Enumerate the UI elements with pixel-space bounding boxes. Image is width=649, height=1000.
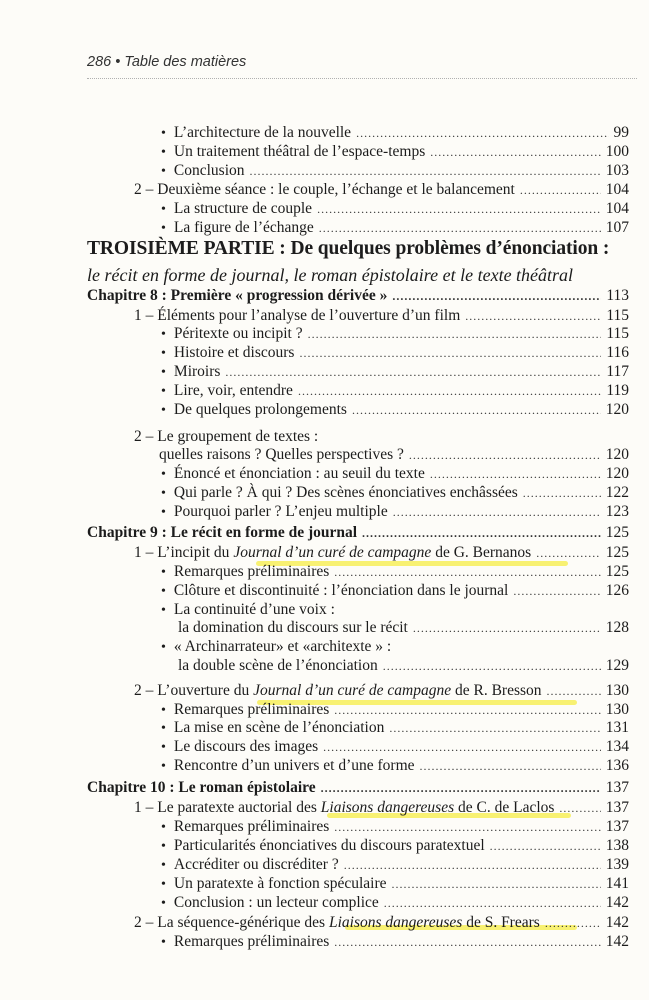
bullet-icon: • <box>161 877 166 892</box>
toc-entry <box>0 700 649 719</box>
toc-entry-title: Chapitre 9 : Le récit en forme de journal <box>87 524 358 541</box>
toc-entry <box>0 778 649 797</box>
dot-leader <box>547 682 601 701</box>
dot-leader <box>334 563 600 582</box>
work-title: Liaisons dangereuses <box>320 799 455 816</box>
page-number: 125 <box>605 563 629 580</box>
title-suffix: de G. Bernanos <box>431 544 532 561</box>
toc-entry-title: Particularités énonciatives du discours paratextuel <box>173 837 485 854</box>
dot-leader <box>389 719 600 738</box>
toc-entry-title: 1 – Éléments pour l’analyse de l’ouverture d’un film <box>134 307 461 324</box>
dot-leader <box>356 124 608 143</box>
dot-leader <box>344 856 601 875</box>
bullet-icon: • <box>161 640 166 655</box>
toc-entry <box>0 817 649 836</box>
dot-leader <box>384 894 601 913</box>
page-number: 99 <box>613 124 629 141</box>
page-number: 117 <box>606 363 629 380</box>
dot-leader <box>430 143 601 162</box>
page-number: 137 <box>605 818 629 835</box>
toc-entry <box>0 798 649 817</box>
toc-entry-title: quelles raisons ? Quelles perspectives ? <box>159 446 404 463</box>
dot-leader <box>317 200 601 219</box>
dot-leader <box>299 344 601 363</box>
toc-entry-title: Miroirs <box>173 363 221 380</box>
toc-entry-title: Conclusion : un lecteur complice <box>173 894 379 911</box>
dot-leader <box>536 544 601 563</box>
bullet-icon: • <box>161 365 166 380</box>
page-number: 137 <box>605 799 629 816</box>
page-number: 120 <box>605 401 629 418</box>
toc-entry-title: Chapitre 10 : Le roman épistolaire <box>87 779 316 796</box>
toc-entry <box>0 123 649 142</box>
page-number: 107 <box>605 219 629 236</box>
page-number: 134 <box>605 738 629 755</box>
dot-leader <box>523 484 601 503</box>
toc-entry-title: Conclusion <box>173 162 245 179</box>
page-number: 122 <box>605 484 629 501</box>
toc-entry <box>0 483 649 502</box>
toc-entry-title: Un paratexte à fonction spéculaire <box>173 875 387 892</box>
toc-entry-title: Un traitement théâtral de l’espace-temps <box>173 143 426 160</box>
page-number: 120 <box>605 446 629 463</box>
toc-entry <box>0 324 649 343</box>
dot-leader <box>409 446 601 465</box>
bullet-icon: • <box>161 164 166 179</box>
page-number: 115 <box>606 325 629 342</box>
toc-entry <box>0 656 649 675</box>
title-prefix: 1 – Le paratexte auctorial des <box>134 799 321 816</box>
bullet-icon: • <box>161 565 166 580</box>
toc-entry <box>0 874 649 893</box>
dot-leader <box>250 162 601 181</box>
page-number: 131 <box>605 719 629 736</box>
bullet-icon: • <box>161 327 166 342</box>
page-number: 120 <box>605 465 629 482</box>
page-number: 103 <box>605 162 629 179</box>
page-header: 286 • Table des matières <box>87 54 247 70</box>
toc-entry <box>0 199 649 218</box>
toc-entry-title: Pourquoi parler ? L’enjeu multiple <box>173 503 388 520</box>
title-prefix: 1 – L’incipit du <box>134 544 234 561</box>
toc-entry-title: Remarques préliminaires <box>173 563 330 580</box>
page-number: 126 <box>605 582 629 599</box>
toc-entry-title: Chapitre 8 : Première « progression dérivée » <box>87 287 388 304</box>
toc-entry-title: Remarques préliminaires <box>173 818 330 835</box>
page-number: 128 <box>605 619 629 636</box>
dot-leader <box>490 837 601 856</box>
toc-entry-title <box>134 681 542 700</box>
toc-entry-title: la double scène de l’énonciation <box>178 657 378 674</box>
dot-leader <box>392 875 601 894</box>
toc-entry <box>0 737 649 756</box>
dot-leader <box>319 219 601 238</box>
toc-entry <box>0 523 649 542</box>
bullet-icon: • <box>161 126 166 141</box>
toc-entry <box>0 836 649 855</box>
bullet-icon: • <box>161 858 166 873</box>
toc-entry-title: Clôture et discontinuité : l’énonciation dans le journal <box>173 582 509 599</box>
page-number: 123 <box>605 503 629 520</box>
bullet-icon: • <box>161 721 166 736</box>
toc-entry <box>0 161 649 180</box>
toc-entry <box>0 543 649 562</box>
page-number: 139 <box>605 856 629 873</box>
work-title: Journal d’un curé de campagne <box>233 544 432 561</box>
toc-entry-title: La structure de couple <box>173 200 313 217</box>
page-number: 104 <box>605 200 629 217</box>
toc-entry <box>0 855 649 874</box>
bullet-icon: • <box>161 467 166 482</box>
page-number: 119 <box>606 382 629 399</box>
bullet-icon: • <box>161 603 166 618</box>
work-title: Liaisons dangereuses <box>328 914 463 931</box>
page-number: 113 <box>606 287 629 304</box>
toc-entry-title: Rencontre d’un univers et d’une forme <box>173 757 415 774</box>
toc-entry <box>0 637 649 656</box>
title-suffix: de C. de Laclos <box>454 799 555 816</box>
dot-leader <box>413 619 601 638</box>
page-number: 138 <box>605 837 629 854</box>
page-number: 141 <box>605 875 629 892</box>
dot-leader <box>559 799 600 818</box>
dot-leader <box>513 582 600 601</box>
toc-entry <box>0 618 649 637</box>
toc-entry-title: La continuité d’une voix : <box>173 601 335 618</box>
toc-entry-title: la domination du discours sur le récit <box>178 619 408 636</box>
dot-leader <box>420 757 601 776</box>
toc-entry <box>0 362 649 381</box>
bullet-icon: • <box>161 759 166 774</box>
toc-entry <box>0 445 649 464</box>
page-number: 130 <box>605 682 629 699</box>
toc-entry <box>0 400 649 419</box>
toc-entry <box>0 562 649 581</box>
toc-entry-title: Histoire et discours <box>173 344 295 361</box>
toc-entry <box>0 343 649 362</box>
toc-entry-title <box>134 913 540 932</box>
bullet-icon: • <box>161 839 166 854</box>
toc-entry-title: « Archinarrateur» et «architexte » : <box>173 638 392 655</box>
toc-entry <box>0 502 649 521</box>
toc-entry-title: Péritexte ou incipit ? <box>173 325 303 342</box>
dot-leader <box>352 401 601 420</box>
dot-leader <box>321 779 601 798</box>
toc-entry-title: La mise en scène de l’énonciation <box>173 719 385 736</box>
page-number: 116 <box>606 344 629 361</box>
toc-entry-title: Qui parle ? À qui ? Des scènes énonciatives enchâssées <box>173 484 518 501</box>
dot-leader <box>393 503 601 522</box>
title-prefix: 2 – L’ouverture du <box>134 682 254 699</box>
bullet-icon: • <box>161 403 166 418</box>
header-rule <box>87 78 637 79</box>
toc-entry <box>0 756 649 775</box>
bullet-icon: • <box>161 384 166 399</box>
bullet-icon: • <box>161 505 166 520</box>
bullet-icon: • <box>161 896 166 911</box>
toc-entry <box>0 913 649 932</box>
bullet-icon: • <box>161 820 166 835</box>
toc-entry-title: Lire, voir, entendre <box>173 382 293 399</box>
toc-entry-title: La figure de l’échange <box>173 219 314 236</box>
bullet-icon: • <box>161 486 166 501</box>
toc-entry <box>0 180 649 199</box>
page-number: 125 <box>605 524 629 541</box>
toc-entry <box>0 718 649 737</box>
dot-leader <box>225 363 601 382</box>
toc-entry <box>0 306 649 325</box>
toc-entry <box>0 427 649 446</box>
dot-leader <box>520 181 601 200</box>
page-number: 115 <box>606 307 629 324</box>
page-number: 130 <box>605 701 629 718</box>
toc-entry-title: Accréditer ou discréditer ? <box>173 856 339 873</box>
toc-entry-title: Le discours des images <box>173 738 319 755</box>
page-number: 142 <box>605 914 629 931</box>
dot-leader <box>298 382 601 401</box>
page-number: 104 <box>605 181 629 198</box>
work-title: Journal d’un curé de campagne <box>253 682 452 699</box>
toc-entry-title <box>134 543 531 562</box>
toc-entry <box>0 893 649 912</box>
dot-leader <box>334 933 600 952</box>
toc-entry-title: Remarques préliminaires <box>173 933 330 950</box>
page-number: 142 <box>605 933 629 950</box>
title-prefix: 2 – La séquence-générique des <box>134 914 329 931</box>
bullet-icon: • <box>161 145 166 160</box>
dot-leader <box>430 465 601 484</box>
dot-leader <box>392 287 601 306</box>
bullet-icon: • <box>161 584 166 599</box>
page-number: 136 <box>605 757 629 774</box>
page-number: 129 <box>605 657 629 674</box>
dot-leader <box>545 914 601 933</box>
dot-leader <box>383 657 601 676</box>
dot-leader <box>334 818 600 837</box>
toc-entry-title: 2 – Deuxième séance : le couple, l’échange et le balancement <box>134 181 515 198</box>
bullet-icon: • <box>161 202 166 217</box>
bullet-icon: • <box>161 935 166 950</box>
title-suffix: de R. Bresson <box>451 682 542 699</box>
toc-entry-title: Énoncé et énonciation : au seuil du texte <box>173 465 425 482</box>
toc-entry-title: De quelques prolongements <box>173 401 347 418</box>
page-number: 142 <box>605 894 629 911</box>
page-number: 100 <box>605 143 629 160</box>
toc-entry <box>0 218 649 237</box>
toc-entry-title: 2 – Le groupement de textes : <box>134 428 319 445</box>
toc-entry-title: Remarques préliminaires <box>173 701 330 718</box>
toc-entry-title <box>134 798 554 817</box>
toc-entry <box>0 142 649 161</box>
toc-entry <box>0 581 649 600</box>
toc-entry <box>0 681 649 700</box>
title-suffix: de S. Frears <box>462 914 540 931</box>
bullet-icon: • <box>161 221 166 236</box>
page-number: 125 <box>605 544 629 561</box>
toc-entry <box>0 286 649 305</box>
toc-entry-title: L’architecture de la nouvelle <box>173 124 352 141</box>
toc-entry <box>0 932 649 951</box>
bullet-icon: • <box>161 703 166 718</box>
toc-entry <box>0 600 649 619</box>
bullet-icon: • <box>161 346 166 361</box>
part-subtitle: le récit en forme de journal, le roman épistolaire et le texte théâtral <box>87 265 574 285</box>
dot-leader <box>323 738 601 757</box>
dot-leader <box>362 524 601 543</box>
toc-entry <box>0 464 649 483</box>
dot-leader <box>308 325 602 344</box>
bullet-icon: • <box>161 740 166 755</box>
part-title: TROISIÈME PARTIE : De quelques problèmes d’énonciation : <box>87 238 610 259</box>
toc-entry <box>0 381 649 400</box>
page-number: 137 <box>605 779 629 796</box>
